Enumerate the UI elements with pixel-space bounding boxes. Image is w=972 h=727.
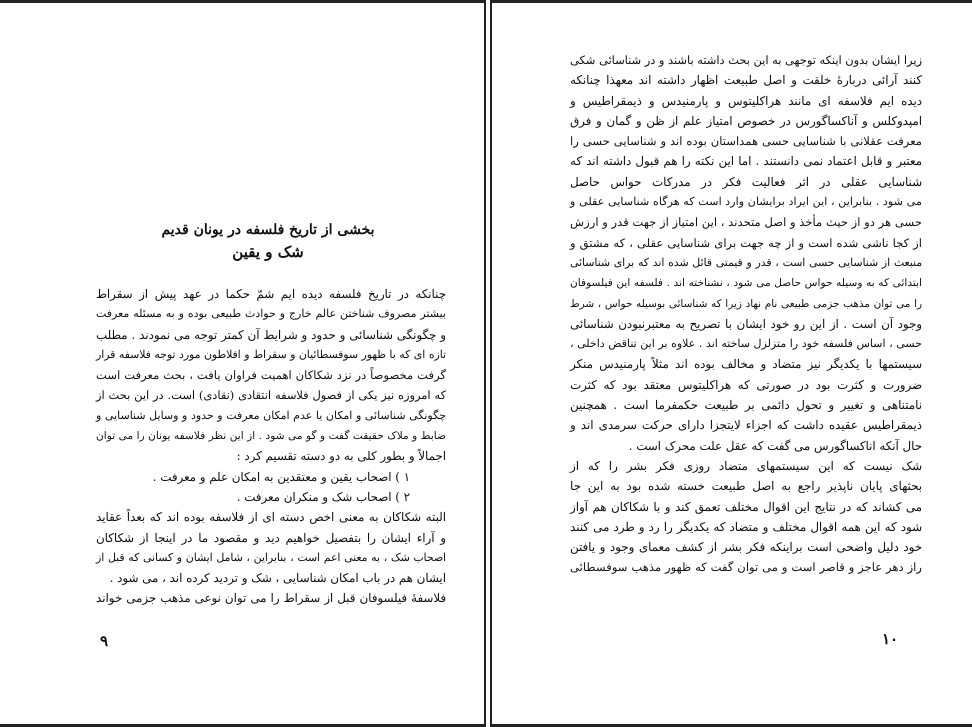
text-line: نامتناهی و تغییر و تحول دائمی بر طبیعت حکمفرما است . همچنین [570,398,922,413]
text-line: منبعث از شناسایی حسی است ، قدر و قیمتی قائل شده اند که برای شناسائی [570,255,922,269]
right-page-body [570,50,922,578]
text-line: می کشاند که در نتایج این اقوال مختلف تعمق کند و با شکاکان هم آواز [570,499,922,514]
text-line: و آراء ایشان را بتفصیل خواهیم دید و مقصود ما در اینجا از شکاکان [96,530,446,545]
page-top-edge [492,0,972,3]
text-line: را می توان مذهب جزمی طبیعی نام نهاد زیرا که شناسائی بوسیله حواس ، شرط [570,297,922,310]
text-line: گرفت مخصوصاً در نزد شکاکان اهمیت فراوان یافت ، بحث معرفت است [96,368,446,383]
text-line: تازه ای که با ظهور سوفسطائیان و سقراط و افلاطون مورد توجه فلاسفه قرار [96,347,446,361]
text-line: اجمالاً و بطور کلی به دو دسته تقسیم کرد : [236,449,446,464]
text-line: البته شکاکان به معنی اخص دسته ای از فلاسفه بوده اند که بعداً عقاید [96,510,446,525]
text-line: وجود آن است . از این رو خود ایشان با تصریح به معتبرنبودن شناسائی [570,316,922,331]
text-line: حسی هر دو از حیث مأخذ و اصل متحدند ، این امتیاز از جهت قدر و ارزش [570,215,922,230]
text-line: حسی ، اساس فلسفه خود را متزلزل ساخته اند . علاوه بر این تناقض داخلی ، [570,337,922,351]
text-line: سیستمها با یکدیگر نیز متضاد و مخالف بوده اند مثلاً پارمنیدس منکر [570,357,922,372]
text-line: ذیمقراطیس عقیده داشت که اجزاء لایتجزا دارای حرکت سرمدی اند و [570,418,922,433]
text-line: شناسایی عقلی در اثر فعالیت فکر در مدرکات حواس حاصل [570,174,922,189]
text-line: امپدوکلس و آناکساگورس در خصوص امتیاز علم از ظن و گمان و فرق [570,113,922,128]
text-line: ضرورت و کثرت بود در صورتی که هراکلیتوس معتقد بود که کثرت [570,377,922,392]
text-line: چنانکه در تاریخ فلسفه دیده ایم شمّ حکما در عهد پیش از سقراط [96,287,446,301]
page-number: ۹ [100,632,109,650]
text-line: معتبر و قابل اعتماد نمی دانستند . اما این نکته را هم قبول داشته اند که [570,154,922,169]
text-line: شود که این همه اقوال مختلف و متضاد که یکدیگر را رد و طرد می کنند [570,519,922,534]
text-line: ضابط و ملاک حقیقت گفت و گو می شود . از این نظر فلاسفه یونان را می توان [96,430,446,443]
text-line: می شود . بنابراین ، این ایراد برایشان وارد است که هرگاه شناسایی عقلی و [570,195,922,209]
text-line: شک نیست که این سیستمهای متضاد روزی فکر بشر را که از [570,458,922,473]
page-top-edge [0,0,484,3]
text-line: معرفت عقلانی با شناسایی حسی همداستان بوده اند و شناسایی حسی را [570,134,922,149]
text-line: که امروزه نیز یکی از فصول فلاسفه انتقادی (نقادی) است. در این بحث از [96,388,446,403]
text-line: بحثهای پایان ناپذیر راجع به اصل طبیعت خسته شده بود به این جا [570,479,922,494]
text-line: کنند آرائی دربارهٔ خلقت و اصل طبیعت اظهار داشته اند معهذا چنانکه [570,73,922,88]
text-line: زیرا ایشان بدون اینکه توجهی به این بحث داشته باشند و در شناسائی شکی [570,53,922,67]
text-line: ابتدائی که به وسیله حواس حاصل می شود ، نشناخته اند . فلسفه این فیلسوفان [570,277,922,290]
left-page-body [96,284,446,609]
list-item: ۱ ) اصحاب یقین و معتقدین به امکان علم و معرفت . [152,469,410,484]
page-number: ۱۰ [882,630,899,648]
text-line: از کجا ناشی شده است و از چه جهت برای شناسایی عقلی ، که مشتق و [570,235,922,250]
text-line: و چگونگی شناسائی و حدود و شرایط آن کمتر توجه می نمودند . مطلب [96,327,446,342]
text-line: بیشتر مصروف شناختن عالم خارج و حوادث طبیعی بوده و به مسئله معرفت [96,307,446,321]
chapter-heading: بخشی از تاریخ فلسفه در یونان قدیم [161,222,375,238]
text-line: فلاسفهٔ فیلسوفان قبل از سقراط را می توان نوعی مذهب جزمی خواند [96,591,446,606]
text-line: ایشان هم در باب امکان شناسایی ، شک و تردید کرده اند ، می شود . [109,571,446,586]
text-line: راز دهر عاجز و قاصر است و می توان گفت که ظهور مذهب سوفسطائی [570,560,922,575]
text-line: دیده ایم فلاسفه ای مانند هراکلیتوس و پارمنیدس و ذیمقراطیس و [570,93,922,108]
text-line: خود دلیل واضحی است براینکه فکر بشر از کشف معمای وجود و یافتن [570,540,922,555]
list-item: ۲ ) اصحاب شک و منکران معرفت . [236,489,410,504]
chapter-subheading: شک و یقین [232,243,304,261]
text-line: چگونگی شناسائی و امکان یا عدم امکان معرفت و حدود و وسایل شناسایی و [96,408,446,422]
right-page [490,0,972,727]
text-line: اصحاب شک ، به معنی اعم است ، بنابراین ، شامل ایشان و کسانی که قبل از [96,550,446,564]
text-line: حال آنکه اناکساگورس می گفت که عقل علت محرک است . [628,438,922,453]
